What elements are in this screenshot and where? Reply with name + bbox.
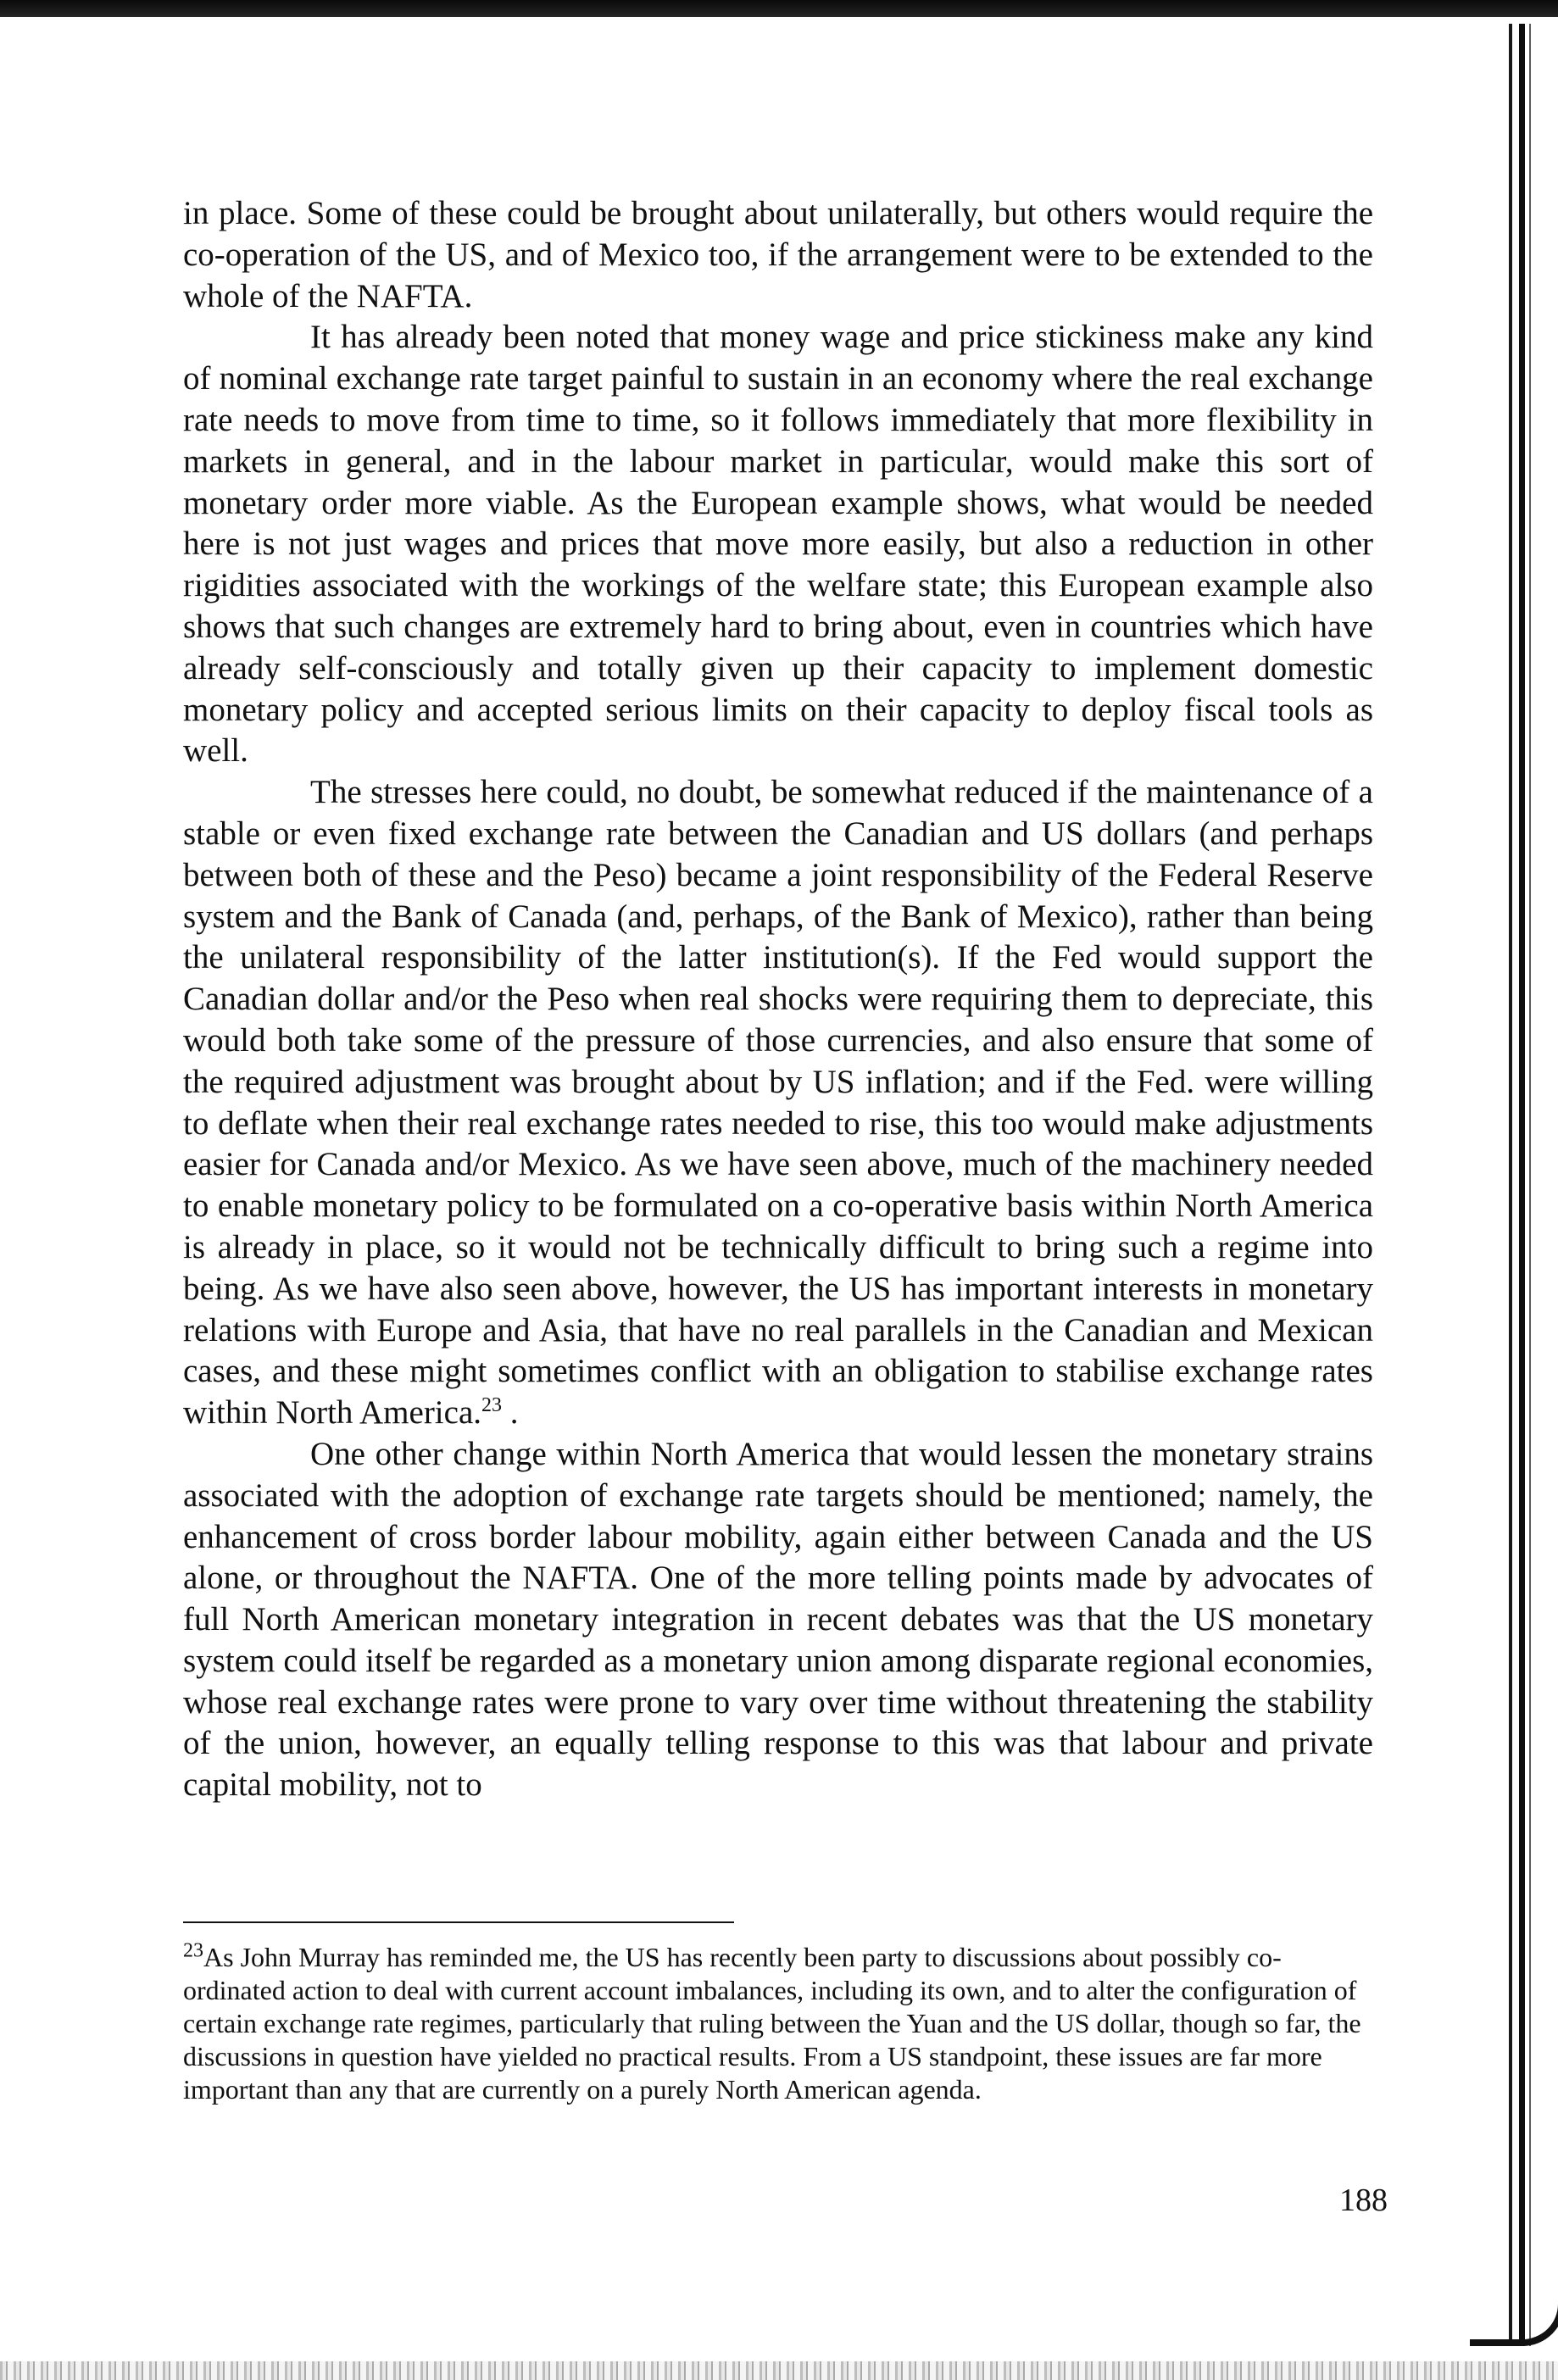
paragraph-2: It has already been noted that money wage and price stickiness make any kind of nominal exchange rate target painful to sustain in an economy where the real exchange rate needs to move from time to time, so it follows immediately that more flexibility in markets in general, and in the labour market in particular, would make this sort of monetary order more viable. As the European example shows, what would be needed here is not just wages and prices that move more easily, but also a reduction in other rigidities associated with the workings of the welfare state; this European example also shows that such changes are extremely hard to bring about, even in countries which have already self-consciously and totally given up their capacity to implement domestic monetary policy and accepted serious limits on their capacity to deploy fiscal tools as well. <box>183 319 1373 770</box>
footnote-text: As John Murray has reminded me, the US has recently been party to discussions about possibly co-ordinated action to deal with current account imbalances, including its own, and to alter the configuration of certain exchange rate regimes, particularly that ruling between the Yuan and the US dollar, though so far, the discussions in question have yielded no practical results. From a US standpoint, these issues are far more important than any that are currently on a purely North American agenda. <box>183 1942 1361 2105</box>
paragraph-3 <box>183 772 1373 1434</box>
body-text <box>183 193 1373 1806</box>
page-number: 188 <box>1339 2183 1388 2218</box>
paragraph-1: in place. Some of these could be brought about unilaterally, but others would require the co-operation of the US, and of Mexico too, if the arrangement were to be extended to the whole of the NAFTA. <box>183 195 1373 314</box>
scan-bottom-noise <box>0 2361 1558 2380</box>
scan-top-border <box>0 0 1558 17</box>
footnote-reference[interactable]: 23 <box>481 1394 503 1417</box>
footnote-number: 23 <box>183 1939 203 1962</box>
paragraph-3-text: The stresses here could, no doubt, be somewhat reduced if the maintenance of a stable or even fixed exchange rate between the Canadian and US dollars (and perhaps between both of these and the Peso) became a joint responsibility of the Federal Reserve system and the Bank of Canada (and, perhaps, of the Bank of Mexico), rather than being the unilateral responsibility of the latter institution(s). If the Fed would support the Canadian dollar and/or the Peso when real shocks were requiring them to depreciate, this would both take some of the pressure of those currencies, and also ensure that some of the required adjustment was brought about by US inflation; and if the Fed. were willing to deflate when their real exchange rates needed to rise, this too would make adjustments easier for Canada and/or Mexico. As we have seen above, much of the machinery needed to enable monetary policy to be formulated on a co-operative basis within North America is already in place, so it would not be technically difficult to bring such a regime into being. As we have also seen above, however, the US has important interests in monetary relations with Europe and Asia, that have no real parallels in the Canadian and Mexican cases, and these might sometimes conflict with an obligation to stabilise exchange rates within North America. <box>183 774 1373 1432</box>
scan-page-edge <box>1504 24 1558 2346</box>
footnote-23 <box>183 1941 1380 2106</box>
footnote-divider <box>183 1921 734 1923</box>
paragraph-3-tail: . <box>502 1394 519 1432</box>
paragraph-4: One other change within North America that would lessen the monetary strains associated with the adoption of exchange rate targets should be mentioned; namely, the enhancement of cross border labour mobility, again either between Canada and the US alone, or throughout the NAFTA. One of the more telling points made by advocates of full North American monetary integration in recent debates was that the US monetary system could itself be regarded as a monetary union among disparate regional economies, whose real exchange rates were prone to vary over time without threatening the stability of the union, however, an equally telling response to this was that labour and private capital mobility, not to <box>183 1435 1373 1804</box>
